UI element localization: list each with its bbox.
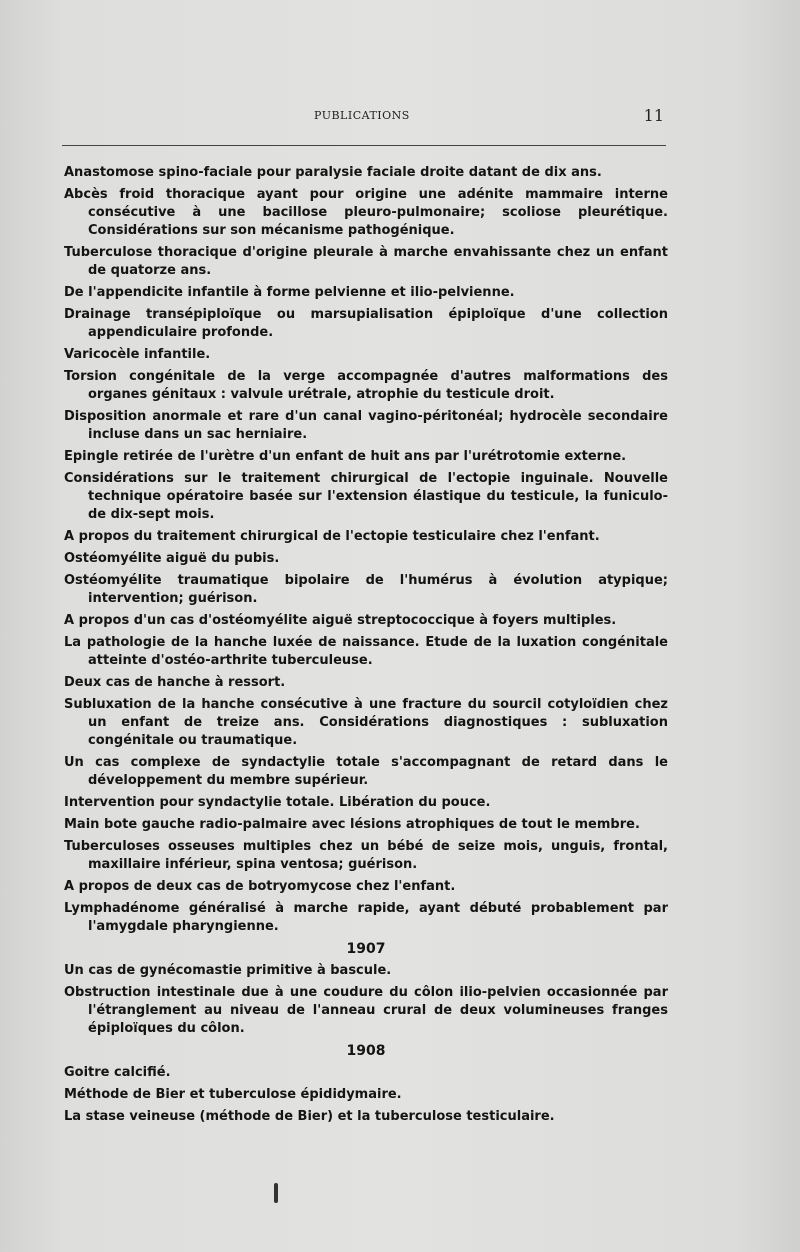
list-item: La pathologie de la hanche luxée de naissance. Etude de la luxation congénitale atteinte d'ostéo-arthrite tuberculeuse. [64,635,668,668]
list-item: Un cas de gynécomastie primitive à bascule. [64,963,392,978]
list-item: Epingle retirée de l'urètre d'un enfant de huit ans par l'urétrotomie externe. [64,449,627,464]
list-item: De l'appendicite infantile à forme pelvienne et ilio-pelvienne. [64,285,515,300]
list-item: A propos de deux cas de botryomycose chez l'enfant. [64,879,456,894]
running-head [62,106,666,126]
ink-mark [274,1183,278,1203]
list-item: Considérations sur le traitement chirurgical de l'ectopie inguinale. Nouvelle technique opératoire basée sur l'extension élastique du testicule, la funiculo-de dix-sept mois. [64,471,668,522]
list-item: Intervention pour syndactylie totale. Libération du pouce. [64,795,491,810]
list-item: Main bote gauche radio-palmaire avec lésions atrophiques de tout le membre. [64,817,640,832]
list-item: Ostéomyélite traumatique bipolaire de l'humérus à évolution atypique; intervention; guérison. [64,573,668,606]
year-heading-1908: 1908 [346,1043,386,1059]
publication-list [64,164,668,1130]
list-item: Goitre calcifié. [64,1065,171,1080]
list-item: Lymphadénome généralisé à marche rapide, ayant débuté probablement par l'amygdale pharyngienne. [64,901,668,934]
list-item: A propos d'un cas d'ostéomyélite aiguë streptococcique à foyers multiples. [64,613,617,628]
list-item: Obstruction intestinale due à une coudure du côlon ilio-pelvien occasionnée par l'étranglement au niveau de l'anneau crural de deux volumineuses franges épiploïques du côlon. [64,985,668,1036]
list-item: Abcès froid thoracique ayant pour origine une adénite mammaire interne consécutive à une bacillose pleuro-pulmonaire; scoliose pleurétique. Considérations sur son mécanisme pathogénique. [64,187,668,238]
list-item: Méthode de Bier et tuberculose épididymaire. [64,1087,402,1102]
list-item: Varicocèle infantile. [64,347,211,362]
list-item: A propos du traitement chirurgical de l'ectopie testiculaire chez l'enfant. [64,529,600,544]
list-item: Subluxation de la hanche consécutive à une fracture du sourcil cotyloïdien chez un enfant de treize ans. Considérations diagnostiques : subluxation congénitale ou traumatique. [64,697,668,748]
page-number: 11 [643,106,664,125]
list-item: La stase veineuse (méthode de Bier) et la tuberculose testiculaire. [64,1109,555,1124]
list-item: Ostéomyélite aiguë du pubis. [64,551,280,566]
list-item: Torsion congénitale de la verge accompagnée d'autres malformations des organes génitaux : valvule urétrale, atrophie du testicule droit. [64,369,668,402]
year-heading-1907: 1907 [346,941,386,957]
list-item: Tuberculose thoracique d'origine pleurale à marche envahissante chez un enfant de quatorze ans. [64,245,668,278]
list-item: Anastomose spino-faciale pour paralysie faciale droite datant de dix ans. [64,165,602,180]
list-item: Disposition anormale et rare d'un canal vagino-péritonéal; hydrocèle secondaire incluse dans un sac herniaire. [64,409,668,442]
header-rule [62,145,666,146]
list-item: Drainage transépiploïque ou marsupialisation épiploïque d'une collection appendiculaire profonde. [64,307,668,340]
running-title: PUBLICATIONS [314,109,410,122]
list-item: Tuberculoses osseuses multiples chez un bébé de seize mois, unguis, frontal, maxillaire inférieur, spina ventosa; guérison. [64,839,668,872]
list-item: Un cas complexe de syndactylie totale s'accompagnant de retard dans le développement du membre supérieur. [64,755,668,788]
list-item: Deux cas de hanche à ressort. [64,675,286,690]
